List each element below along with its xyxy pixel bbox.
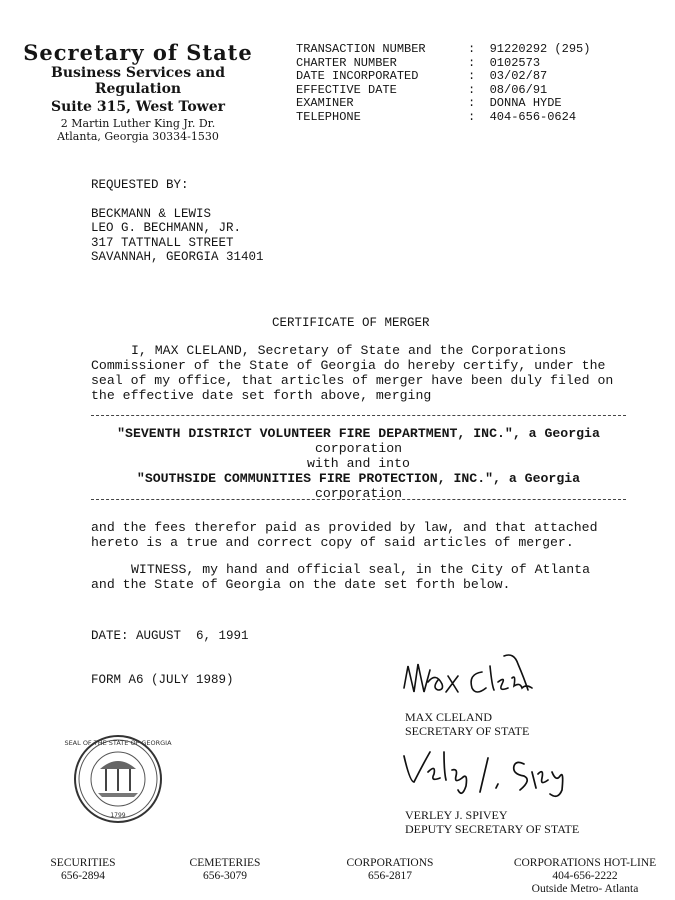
intro-line: the effective date set forth above, merging	[91, 388, 432, 403]
office-suite: Suite 315, West Tower	[50, 99, 226, 115]
footer-note: Outside Metro- Atlanta	[531, 883, 639, 895]
signatory-1-title: SECRETARY OF STATE	[405, 724, 530, 738]
fees-line: and the fees therefor paid as provided by law, and that attached	[91, 520, 598, 535]
witness-line-text: WITNESS, my hand and official seal, in the City of Atlanta	[131, 562, 590, 577]
transaction-value: 03/02/87	[489, 69, 548, 83]
footer-label: SECURITIES	[50, 857, 116, 869]
footer-phone: 656-2817	[367, 870, 413, 882]
surviving-entity: "SOUTHSIDE COMMUNITIES FIRE PROTECTION, INC.", a Georgia	[136, 471, 581, 486]
merge-line: corporation	[314, 486, 403, 501]
office-header	[18, 40, 258, 143]
signature-max-cleland	[398, 648, 558, 713]
footer-cemeteries	[170, 857, 280, 883]
footer-label: CORPORATIONS	[346, 857, 434, 869]
requested-by-block	[91, 178, 264, 265]
requested-by-heading: REQUESTED BY:	[91, 178, 189, 192]
office-division: Business Services and Regulation	[50, 65, 225, 97]
transaction-info	[296, 43, 590, 124]
transaction-row: EFFECTIVE DATE : 08/06/91	[296, 82, 548, 97]
transaction-row: DATE INCORPORATED : 03/02/87	[296, 69, 548, 83]
office-street: 2 Martin Luther King Jr. Dr.	[60, 117, 216, 130]
witness-line: and the State of Georgia on the date set forth below.	[91, 577, 511, 592]
transaction-value: 08/06/91	[489, 82, 548, 97]
requester-line: SAVANNAH, GEORGIA 31401	[91, 250, 264, 264]
intro-line-text: I, MAX CLELAND, Secretary of State and the Corporations	[131, 343, 567, 358]
transaction-value: 91220292 (295)	[489, 42, 591, 56]
witness-paragraph	[91, 562, 651, 592]
footer-corporations	[330, 857, 450, 883]
intro-line: Commissioner of the State of Georgia do hereby certify, under the	[91, 358, 606, 373]
transaction-value: 0102573	[489, 55, 541, 70]
signature-verley-spivey-graphic	[400, 742, 590, 802]
intro-line	[91, 343, 651, 358]
requester-line: LEO G. BECHMANN, JR.	[91, 221, 242, 235]
signatory-2-title: DEPUTY SECRETARY OF STATE	[405, 822, 580, 836]
transaction-label: TELEPHONE	[296, 109, 361, 124]
transaction-row: CHARTER NUMBER : 0102573	[296, 55, 541, 70]
date-line: DATE: AUGUST 6, 1991	[91, 629, 249, 643]
transaction-label: TRANSACTION NUMBER	[296, 42, 426, 56]
intro-line: seal of my office, that articles of merger have been duly filed on	[91, 373, 614, 388]
footer-phone: 656-3079	[202, 870, 248, 882]
office-city: Atlanta, Georgia 30334-1530	[57, 130, 219, 143]
seal-year: 1799	[110, 812, 126, 819]
fees-paragraph	[91, 520, 651, 550]
divider-bottom	[91, 499, 626, 500]
requester-line: BECKMANN & LEWIS	[91, 206, 212, 221]
seal-ring-text: SEAL OF THE STATE OF GEORGIA	[64, 739, 172, 747]
signature-verley-spivey	[400, 742, 590, 807]
office-title: Secretary of State	[23, 40, 253, 65]
transaction-label: DATE INCORPORATED	[296, 69, 419, 83]
merger-block	[91, 426, 626, 501]
requester-line: 317 TATTNALL STREET	[91, 235, 234, 250]
footer-phone: 404-656-2222	[552, 870, 618, 882]
signatory-1-name: MAX CLELAND	[405, 710, 492, 724]
signatory-1	[405, 710, 529, 738]
transaction-row: EXAMINER : DONNA HYDE	[296, 96, 562, 110]
form-line: FORM A6 (JULY 1989)	[91, 672, 234, 687]
fees-line: hereto is a true and correct copy of said articles of merger.	[91, 535, 574, 550]
merging-entity: "SEVENTH DISTRICT VOLUNTEER FIRE DEPARTMENT, INC.", a Georgia	[117, 426, 600, 441]
merge-line: with and into	[307, 456, 410, 471]
state-seal-graphic	[64, 733, 172, 825]
transaction-row: TELEPHONE : 404-656-0624	[296, 109, 577, 124]
transaction-row: TRANSACTION NUMBER : 91220292 (295)	[296, 42, 591, 56]
footer-hotline	[500, 857, 670, 896]
certificate-intro	[91, 343, 651, 403]
transaction-value: 404-656-0624	[489, 109, 577, 124]
witness-line	[91, 562, 651, 577]
state-seal	[64, 733, 172, 830]
transaction-label: CHARTER NUMBER	[296, 55, 397, 70]
signature-max-cleland-graphic	[398, 648, 558, 708]
signatory-2	[405, 808, 579, 836]
footer-phone: 656-2894	[60, 870, 106, 882]
transaction-value: DONNA HYDE	[489, 96, 562, 110]
certificate-title: CERTIFICATE OF MERGER	[272, 316, 430, 330]
footer-label: CORPORATIONS HOT-LINE	[513, 857, 657, 869]
footer-securities	[28, 857, 138, 883]
transaction-label: EFFECTIVE DATE	[296, 82, 397, 97]
footer-label: CEMETERIES	[189, 857, 261, 869]
divider-top	[91, 415, 626, 416]
signatory-2-name: VERLEY J. SPIVEY	[405, 808, 508, 822]
date-block	[91, 600, 249, 702]
merge-line: corporation	[314, 441, 403, 456]
transaction-label: EXAMINER	[296, 96, 354, 110]
